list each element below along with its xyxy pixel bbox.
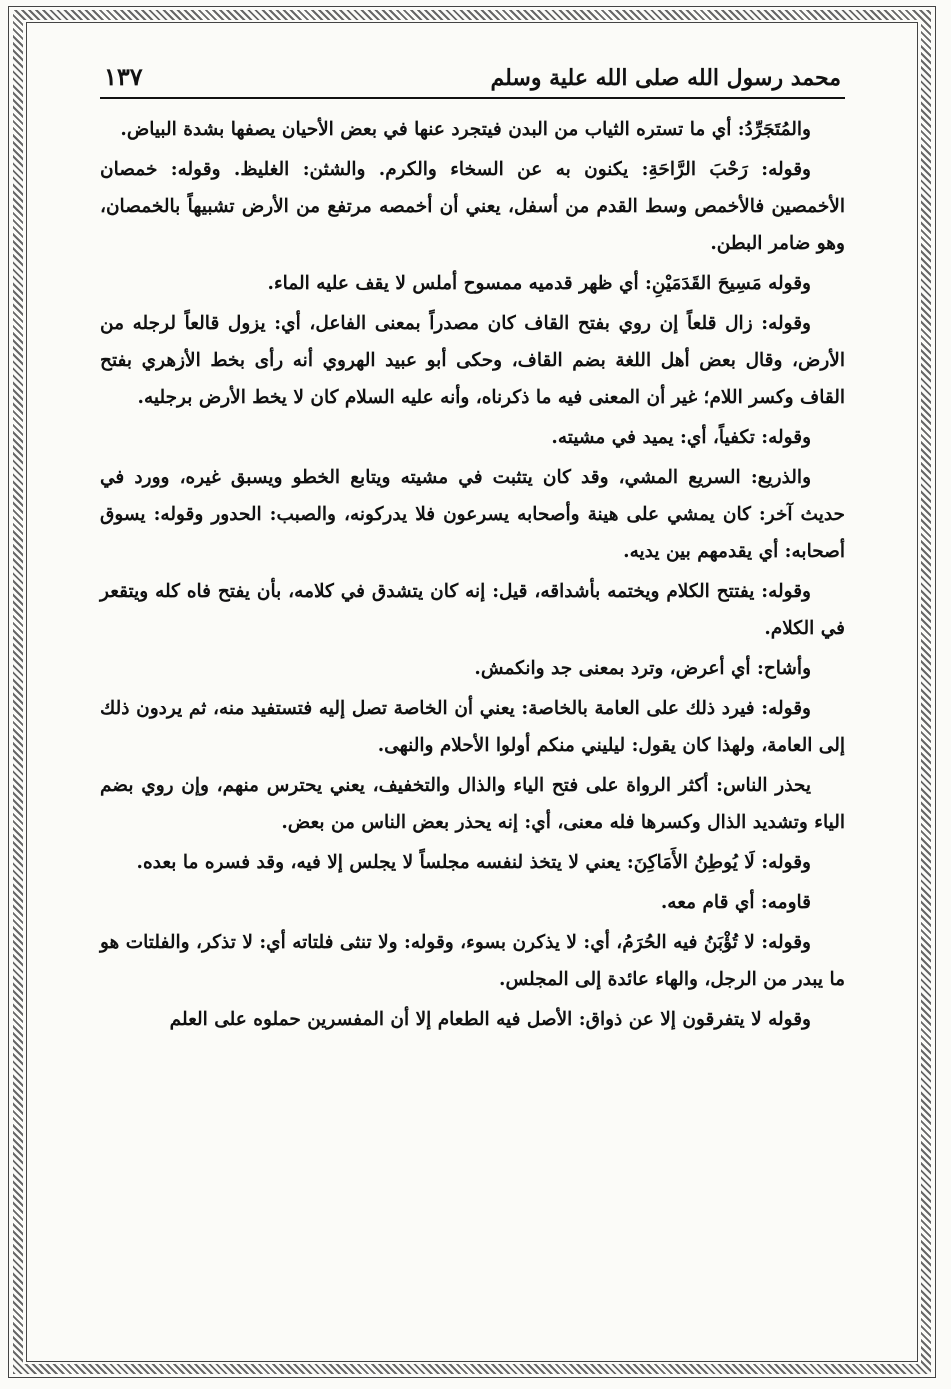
page-number: ١٣٧	[104, 62, 143, 91]
paragraph: والمُتَجَرِّدُ: أي ما تستره الثياب من البدن فيتجرد عنها في بعض الأحيان يصفها بشدة البياض.	[120, 119, 811, 140]
paragraph: وقوله: لَا يُوطِنُ الأَمَاكِنَ: يعني لا يتخذ لنفسه مجلساً لا يجلس إلا فيه، وقد فسره ما بعده.	[136, 852, 811, 873]
paragraph: وقوله لا يتفرقون إلا عن ذواق: الأصل فيه الطعام إلا أن المفسرين حملوه على العلم	[169, 1009, 811, 1030]
paragraph: وقوله: تكفياً، أي: يميد في مشيته.	[551, 427, 811, 448]
paragraph: قاومه: أي قام معه.	[660, 892, 811, 913]
paragraph: وقوله: فيرد ذلك على العامة بالخاصة: يعني أن الخاصة تصل إليه فتستفيد منه، ثم يردون ذلك إلى العامة، ولهذا كان يقول: ليليني منكم أولوا الأحلام والنهى.	[100, 698, 845, 756]
paragraph: وقوله: يفتتح الكلام ويختمه بأشداقه، قيل: إنه كان يتشدق في كلامه، بأن يفتح فاه كله ويتقعر في الكلام.	[100, 581, 845, 639]
body-text	[100, 111, 845, 1038]
paragraph: وأشاح: أي أعرض، وترد بمعنى جد وانكمش.	[474, 658, 811, 679]
page-content	[100, 62, 845, 1312]
running-head: محمد رسول الله صلى الله علية وسلم	[490, 65, 841, 91]
paragraph: وقوله: لا تُؤْبَنُ فيه الحُرَمُ، أي: لا يذكرن بسوء، وقوله: ولا تنثى فلتاته أي: لا تذكر، والفلتات هو ما يبدر من الرجل، والهاء عائدة إلى المجلس.	[100, 932, 845, 990]
paragraph: وقوله: رَحْبَ الرَّاحَةِ: يكنون به عن السخاء والكرم. والشثن: الغليظ. وقوله: خمصان الأخمصين فالأخمص وسط القدم من أسفل، يعني أن أخمصه مرتفع من الأرض تشبيهاً بالخمصان، وهو ضامر البطن.	[100, 159, 845, 254]
page-header	[100, 62, 845, 99]
paragraph: وقوله: زال قلعاً إن روي بفتح القاف كان مصدراً بمعنى الفاعل، أي: يزول قالعاً لرجله من الأرض، وقال بعض أهل اللغة بضم القاف، وحكى أبو عبيد الهروي أنه رأى بخط الأزهري بفتح القاف وكسر اللام؛ غير أن المعنى فيه ما ذكرناه، وأنه عليه السلام كان لا يخط الأرض برجليه.	[100, 313, 845, 408]
paragraph: والذريع: السريع المشي، وقد كان يتثبت في مشيته ويتابع الخطو ويسبق غيره، وورد في حديث آخر: كان يمشي على هينة وأصحابه يسرعون فلا يدركونه، والصبب: الحدور وقوله: يسوق أصحابه: أي يقدمهم بين يديه.	[100, 467, 845, 562]
paragraph: وقوله مَسِيحَ القَدَمَيْنِ: أي ظهر قدميه ممسوح أملس لا يقف عليه الماء.	[267, 273, 811, 294]
paragraph: يحذر الناس: أكثر الرواة على فتح الياء والذال والتخفيف، يعني يحترس منهم، وإن روي بضم الياء وتشديد الذال وكسرها فله معنى، أي: إنه يحذر بعض الناس من بعض.	[100, 775, 845, 833]
